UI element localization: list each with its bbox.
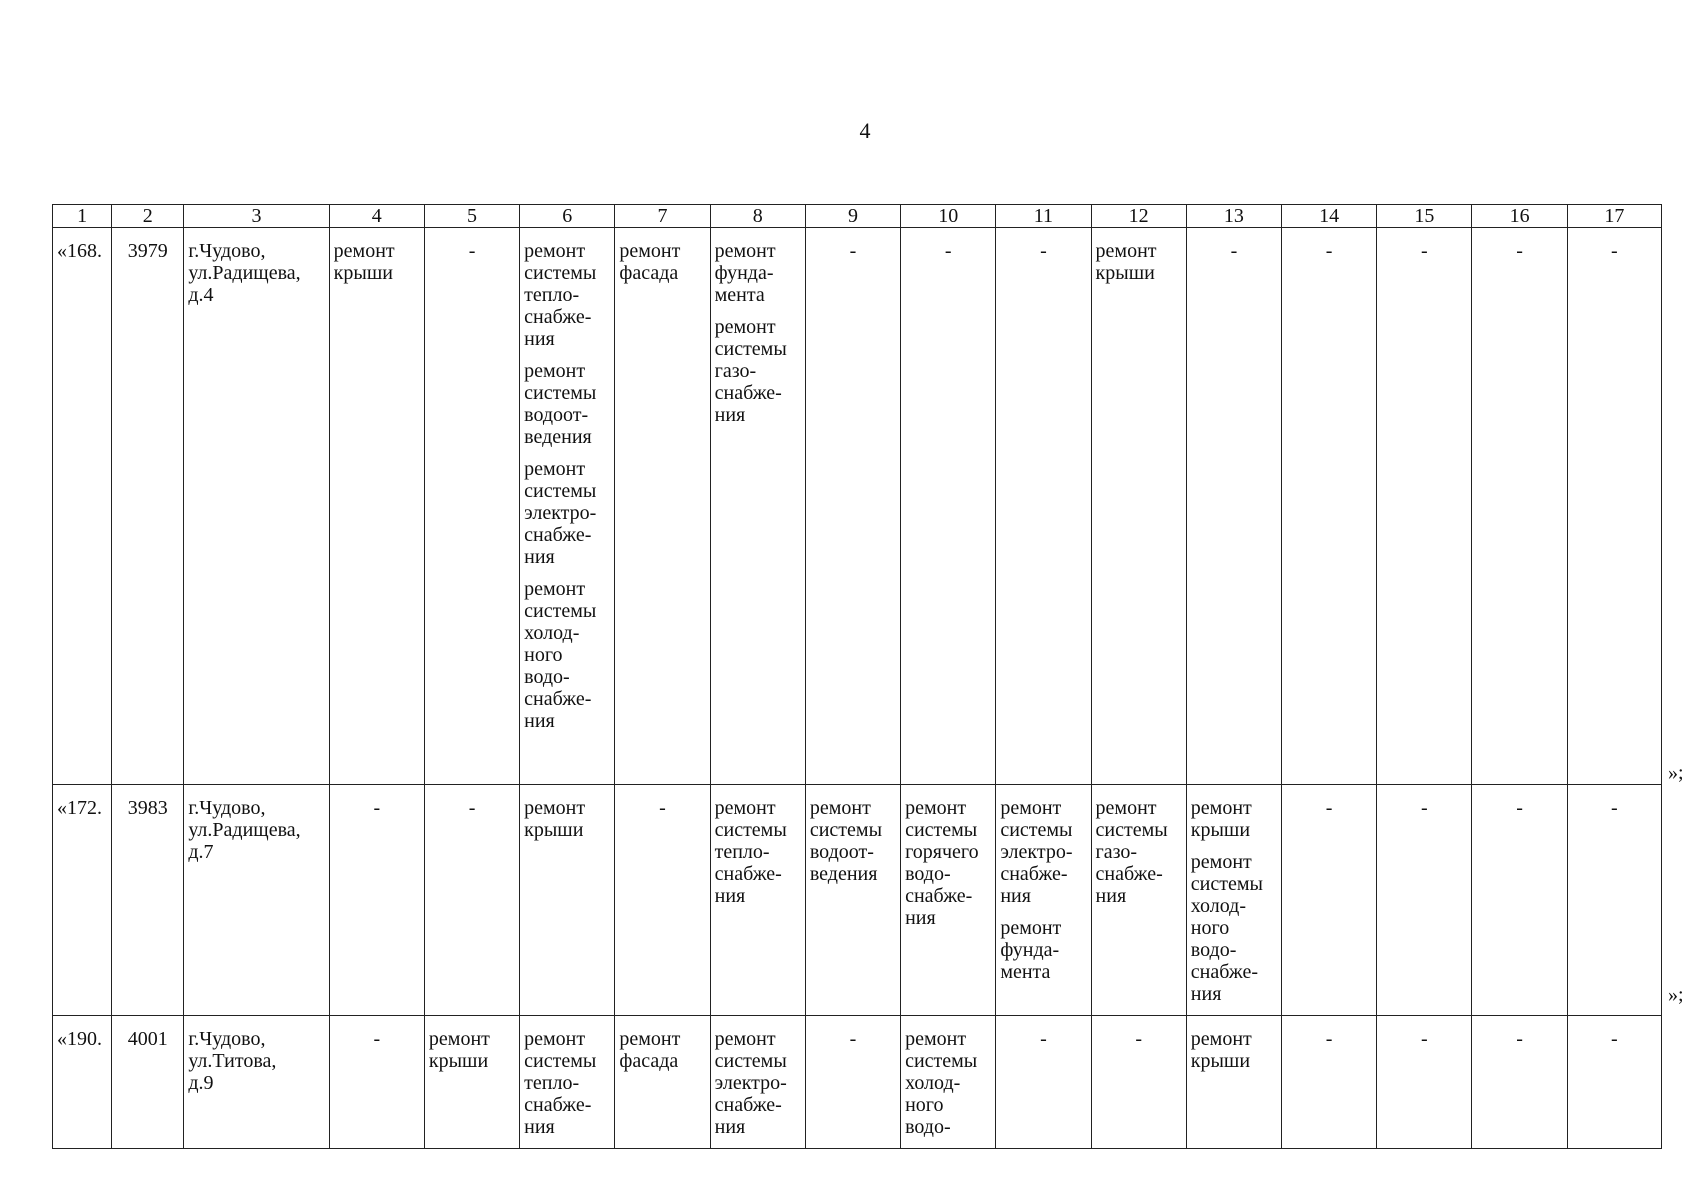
cell-entry (715, 797, 801, 907)
cell-text-line: ния (1095, 885, 1127, 907)
cell-text-line: - (1421, 240, 1428, 262)
cell-text-line: - (659, 797, 666, 819)
cell-text-line: снабже- (905, 885, 973, 907)
cell-text-line: ния (524, 328, 555, 350)
cell-text-line: системы (524, 600, 597, 622)
table-cell (184, 228, 329, 785)
cell-text-line: системы (524, 262, 597, 284)
cell-text-line: ремонт (1095, 240, 1157, 262)
table-cell (520, 1016, 615, 1149)
cell-entry (619, 240, 705, 284)
table-cell (53, 785, 112, 1016)
column-header: 8 (710, 205, 805, 228)
cell-text-line: крыши (333, 262, 393, 284)
column-header: 11 (996, 205, 1091, 228)
cell-text-line: горячего (905, 841, 979, 863)
cell-text-line: - (1421, 797, 1428, 819)
cell-entry (905, 797, 991, 929)
cell-text-line: - (1040, 240, 1047, 262)
cell-text-line: - (1611, 1028, 1618, 1050)
cell-entry (1286, 797, 1372, 819)
cell-text-line: тепло- (524, 1072, 580, 1094)
cell-text-line: «190. (57, 1028, 102, 1050)
cell-entry (619, 1028, 705, 1072)
cell-text-line: ного (1190, 917, 1230, 939)
cell-text-line: - (1516, 797, 1523, 819)
cell-text-line: ния (714, 1116, 746, 1138)
cell-entry (188, 240, 324, 306)
cell-text-line: - (1040, 1028, 1047, 1050)
cell-text-line: - (373, 797, 381, 819)
cell-text-line: ремонт (524, 240, 586, 262)
cell-text-line: ремонт (1000, 797, 1062, 819)
cell-text-line: системы (905, 819, 978, 841)
cell-text-line: системы (714, 338, 787, 360)
cell-text-line: - (1325, 240, 1333, 262)
cell-entry (1191, 797, 1277, 841)
cell-text-line: 3983 (127, 797, 168, 819)
table-cell (901, 228, 996, 785)
cell-text-line: системы (809, 819, 883, 841)
cell-text-line: ул.Радищева, (188, 819, 301, 841)
cell-entry (1381, 797, 1467, 819)
cell-text-line: ремонт (524, 797, 586, 819)
cell-text-line: - (373, 1028, 381, 1050)
cell-text-line: снабже- (714, 382, 782, 404)
column-header: 17 (1567, 205, 1661, 228)
cell-entry (905, 1028, 991, 1138)
cell-text-line: ведения (524, 426, 592, 448)
cell-text-line: - (849, 1028, 857, 1050)
cell-entry (188, 797, 324, 863)
cell-text-line: ремонт (1190, 1028, 1252, 1050)
cell-text-line: фасада (619, 262, 679, 284)
cell-text-line: - (1230, 240, 1238, 262)
table-cell (615, 1016, 710, 1149)
column-header: 15 (1377, 205, 1472, 228)
cell-text-line: ремонт (524, 1028, 586, 1050)
table-cell (424, 228, 519, 785)
cell-text-line: ния (905, 907, 936, 929)
table-cell (424, 785, 519, 1016)
table-cell (1282, 1016, 1377, 1149)
cell-text-line: - (1421, 1028, 1428, 1050)
cell-entry (1191, 851, 1277, 1005)
cell-text-line: - (468, 797, 476, 819)
table-cell (112, 1016, 184, 1149)
cell-text-line: - (1325, 797, 1333, 819)
cell-text-line: ремонт (905, 797, 967, 819)
cell-text-line: ремонт (333, 240, 395, 262)
table-cell (615, 785, 710, 1016)
table-cell (1377, 1016, 1472, 1149)
cell-text-line: ремонт (714, 316, 776, 338)
table-cell (1377, 228, 1472, 785)
column-header: 5 (424, 205, 519, 228)
table-cell (184, 1016, 329, 1149)
cell-entry (524, 240, 610, 350)
cell-text-line: системы (524, 382, 597, 404)
cell-text-line: водо- (524, 666, 570, 688)
cell-text-line: водоот- (524, 404, 589, 426)
cell-text-line: тепло- (714, 841, 770, 863)
cell-text-line: холод- (524, 622, 580, 644)
table-cell (53, 1016, 112, 1149)
cell-text-line: водо- (1190, 939, 1237, 961)
cell-text-line: - (944, 240, 952, 262)
table-cell (996, 1016, 1091, 1149)
cell-text-line: снабже- (714, 1094, 782, 1116)
cell-entry (1000, 917, 1086, 983)
cell-text-line: фунда- (1000, 939, 1060, 961)
cell-text-line: системы (905, 1050, 978, 1072)
cell-entry (810, 797, 896, 885)
cell-text-line: снабже- (524, 306, 592, 328)
cell-text-line: - (1611, 797, 1618, 819)
column-header: 12 (1091, 205, 1186, 228)
table-cell (329, 1016, 424, 1149)
cell-text-line: ремонт (619, 1028, 681, 1050)
table-cell (710, 228, 805, 785)
table-cell (1377, 785, 1472, 1016)
cell-entry (1000, 797, 1086, 907)
table-cell (329, 785, 424, 1016)
cell-entry (524, 1028, 610, 1138)
cell-text-line: снабже- (524, 1094, 592, 1116)
table-cell (520, 228, 615, 785)
table-cell (805, 228, 900, 785)
cell-text-line: ремонт (714, 797, 776, 819)
table-cell (615, 228, 710, 785)
table-cell (1091, 1016, 1186, 1149)
cell-entry (1191, 1028, 1277, 1072)
cell-entry (1096, 797, 1182, 907)
cell-text-line: крыши (1095, 262, 1155, 284)
column-header: 7 (615, 205, 710, 228)
cell-text-line: - (1516, 1028, 1523, 1050)
table-cell (1282, 785, 1377, 1016)
cell-entry (116, 797, 179, 819)
cell-text-line: системы (1190, 873, 1263, 895)
cell-text-line: холод- (905, 1072, 961, 1094)
cell-text-line: «168. (57, 240, 102, 262)
cell-text-line: ния (524, 710, 555, 732)
table-cell (112, 785, 184, 1016)
repair-schedule-table (52, 204, 1662, 1149)
table-cell (1567, 785, 1661, 1016)
cell-text-line: ведения (809, 863, 878, 885)
cell-text-line: ремонт (905, 1028, 967, 1050)
table-cell (901, 785, 996, 1016)
cell-text-line: крыши (1190, 1050, 1251, 1072)
cell-entry (715, 1028, 801, 1138)
cell-text-line: ремонт (1190, 797, 1252, 819)
table-cell (520, 785, 615, 1016)
cell-text-line: - (1516, 240, 1523, 262)
row-closing-quote: »; (1668, 762, 1684, 784)
table-cell (1282, 228, 1377, 785)
cell-entry (715, 316, 801, 426)
cell-entry (1096, 240, 1182, 284)
column-header: 2 (112, 205, 184, 228)
table-cell (710, 785, 805, 1016)
cell-entry (1572, 797, 1657, 819)
cell-text-line: ремонт (809, 797, 871, 819)
table-cell (805, 785, 900, 1016)
cell-text-line: г.Чудово, (188, 1028, 266, 1050)
column-header: 6 (520, 205, 615, 228)
cell-text-line: ремонт (1000, 917, 1062, 939)
cell-text-line: фасада (619, 1050, 679, 1072)
cell-text-line: холод- (1190, 895, 1246, 917)
cell-text-line: - (1135, 1028, 1142, 1050)
page-number: 4 (859, 118, 871, 143)
column-header: 3 (184, 205, 329, 228)
cell-text-line: ния (714, 885, 746, 907)
cell-text-line: системы (524, 480, 597, 502)
cell-entry (619, 797, 705, 819)
cell-entry (334, 1028, 420, 1050)
cell-text-line: ремонт (428, 1028, 490, 1050)
cell-text-line: г.Чудово, (188, 240, 266, 262)
table-cell (329, 228, 424, 785)
cell-entry (334, 240, 420, 284)
cell-entry (1286, 240, 1372, 262)
table-row (53, 228, 1662, 785)
cell-text-line: крыши (428, 1050, 489, 1072)
cell-text-line: 3979 (127, 240, 168, 262)
cell-text-line: снабже- (714, 863, 782, 885)
cell-entry (1476, 797, 1562, 819)
cell-text-line: фунда- (714, 262, 774, 284)
table-cell (53, 228, 112, 785)
cell-text-line: водо- (905, 1116, 951, 1138)
cell-text-line: системы (714, 819, 787, 841)
table-cell (1186, 1016, 1281, 1149)
cell-entry (57, 1028, 107, 1050)
cell-text-line: мента (1000, 961, 1051, 983)
cell-entry (1381, 240, 1467, 262)
table-cell (1472, 785, 1567, 1016)
cell-entry (1572, 240, 1657, 262)
cell-entry (905, 240, 991, 262)
cell-text-line: ния (714, 404, 746, 426)
cell-entry (1381, 1028, 1467, 1050)
cell-text-line: электро- (714, 1072, 787, 1094)
cell-text-line: - (849, 240, 857, 262)
table-cell (996, 228, 1091, 785)
cell-text-line: водо- (905, 863, 951, 885)
header-row (53, 205, 1662, 228)
cell-text-line: ремонт (619, 240, 681, 262)
cell-text-line: снабже- (524, 524, 592, 546)
cell-text-line: ремонт (524, 360, 586, 382)
table-cell (1091, 228, 1186, 785)
cell-text-line: - (468, 240, 476, 262)
cell-entry (810, 1028, 896, 1050)
table-cell (901, 1016, 996, 1149)
table-cell (184, 785, 329, 1016)
cell-text-line: ного (905, 1094, 944, 1116)
cell-text-line: г.Чудово, (188, 797, 266, 819)
cell-entry (810, 240, 896, 262)
cell-text-line: ния (1190, 983, 1222, 1005)
table-cell (1186, 785, 1281, 1016)
cell-entry (334, 797, 420, 819)
cell-text-line: ния (1000, 885, 1031, 907)
cell-entry (1476, 1028, 1562, 1050)
cell-entry (429, 797, 515, 819)
cell-entry (1000, 240, 1086, 262)
cell-text-line: ул.Радищева, (188, 262, 301, 284)
cell-text-line: крыши (1190, 819, 1251, 841)
cell-text-line: ремонт (524, 578, 586, 600)
cell-entry (1286, 1028, 1372, 1050)
cell-text-line: ремонт (714, 240, 776, 262)
cell-text-line: системы (714, 1050, 787, 1072)
table-cell (996, 785, 1091, 1016)
table-row (53, 1016, 1662, 1149)
column-header: 10 (901, 205, 996, 228)
cell-entry (1191, 240, 1277, 262)
cell-text-line: системы (1000, 819, 1073, 841)
cell-text-line: системы (1095, 819, 1168, 841)
cell-text-line: ремонт (1190, 851, 1252, 873)
cell-text-line: крыши (524, 819, 584, 841)
cell-entry (1476, 240, 1562, 262)
table-cell (805, 1016, 900, 1149)
cell-text-line: 4001 (127, 1028, 168, 1050)
cell-entry (57, 240, 107, 262)
cell-text-line: снабже- (1095, 863, 1163, 885)
cell-text-line: ремонт (714, 1028, 776, 1050)
cell-text-line: ремонт (524, 458, 586, 480)
cell-text-line: системы (524, 1050, 597, 1072)
table-cell (1186, 228, 1281, 785)
cell-text-line: «172. (57, 797, 102, 819)
cell-entry (524, 360, 610, 448)
column-header: 4 (329, 205, 424, 228)
column-header: 1 (53, 205, 112, 228)
cell-text-line: мента (714, 284, 765, 306)
cell-text-line: ния (524, 546, 555, 568)
column-header: 16 (1472, 205, 1567, 228)
cell-text-line: электро- (1000, 841, 1073, 863)
table-cell (1567, 1016, 1661, 1149)
cell-entry (429, 240, 515, 262)
table-row (53, 785, 1662, 1016)
cell-text-line: ния (524, 1116, 555, 1138)
cell-entry (116, 1028, 179, 1050)
row-closing-quote: »; (1668, 984, 1684, 1006)
cell-text-line: газо- (1095, 841, 1138, 863)
cell-entry (1000, 1028, 1086, 1050)
cell-entry (188, 1028, 324, 1094)
cell-entry (1572, 1028, 1657, 1050)
column-header: 14 (1282, 205, 1377, 228)
table-cell (112, 228, 184, 785)
cell-entry (524, 578, 610, 732)
cell-text-line: снабже- (524, 688, 592, 710)
table-cell (424, 1016, 519, 1149)
cell-entry (116, 240, 179, 262)
cell-text-line: снабже- (1000, 863, 1068, 885)
column-header: 13 (1186, 205, 1281, 228)
cell-text-line: электро- (524, 502, 597, 524)
cell-text-line: ремонт (1095, 797, 1157, 819)
cell-text-line: газо- (714, 360, 757, 382)
table-cell (1091, 785, 1186, 1016)
table-cell (1567, 228, 1661, 785)
cell-text-line: снабже- (1190, 961, 1259, 983)
cell-text-line: - (1611, 240, 1618, 262)
cell-text-line: д.7 (188, 841, 214, 863)
cell-text-line: водоот- (809, 841, 874, 863)
table-cell (1472, 1016, 1567, 1149)
cell-entry (715, 240, 801, 306)
cell-text-line: д.4 (188, 284, 214, 306)
cell-text-line: тепло- (524, 284, 580, 306)
table-cell (1472, 228, 1567, 785)
cell-entry (429, 1028, 515, 1072)
cell-entry (524, 458, 610, 568)
cell-text-line: д.9 (188, 1072, 214, 1094)
table-cell (710, 1016, 805, 1149)
cell-text-line: - (1325, 1028, 1333, 1050)
cell-entry (57, 797, 107, 819)
cell-entry (524, 797, 610, 841)
column-header: 9 (805, 205, 900, 228)
cell-text-line: ного (524, 644, 563, 666)
cell-entry (1096, 1028, 1182, 1050)
cell-text-line: ул.Титова, (188, 1050, 277, 1072)
